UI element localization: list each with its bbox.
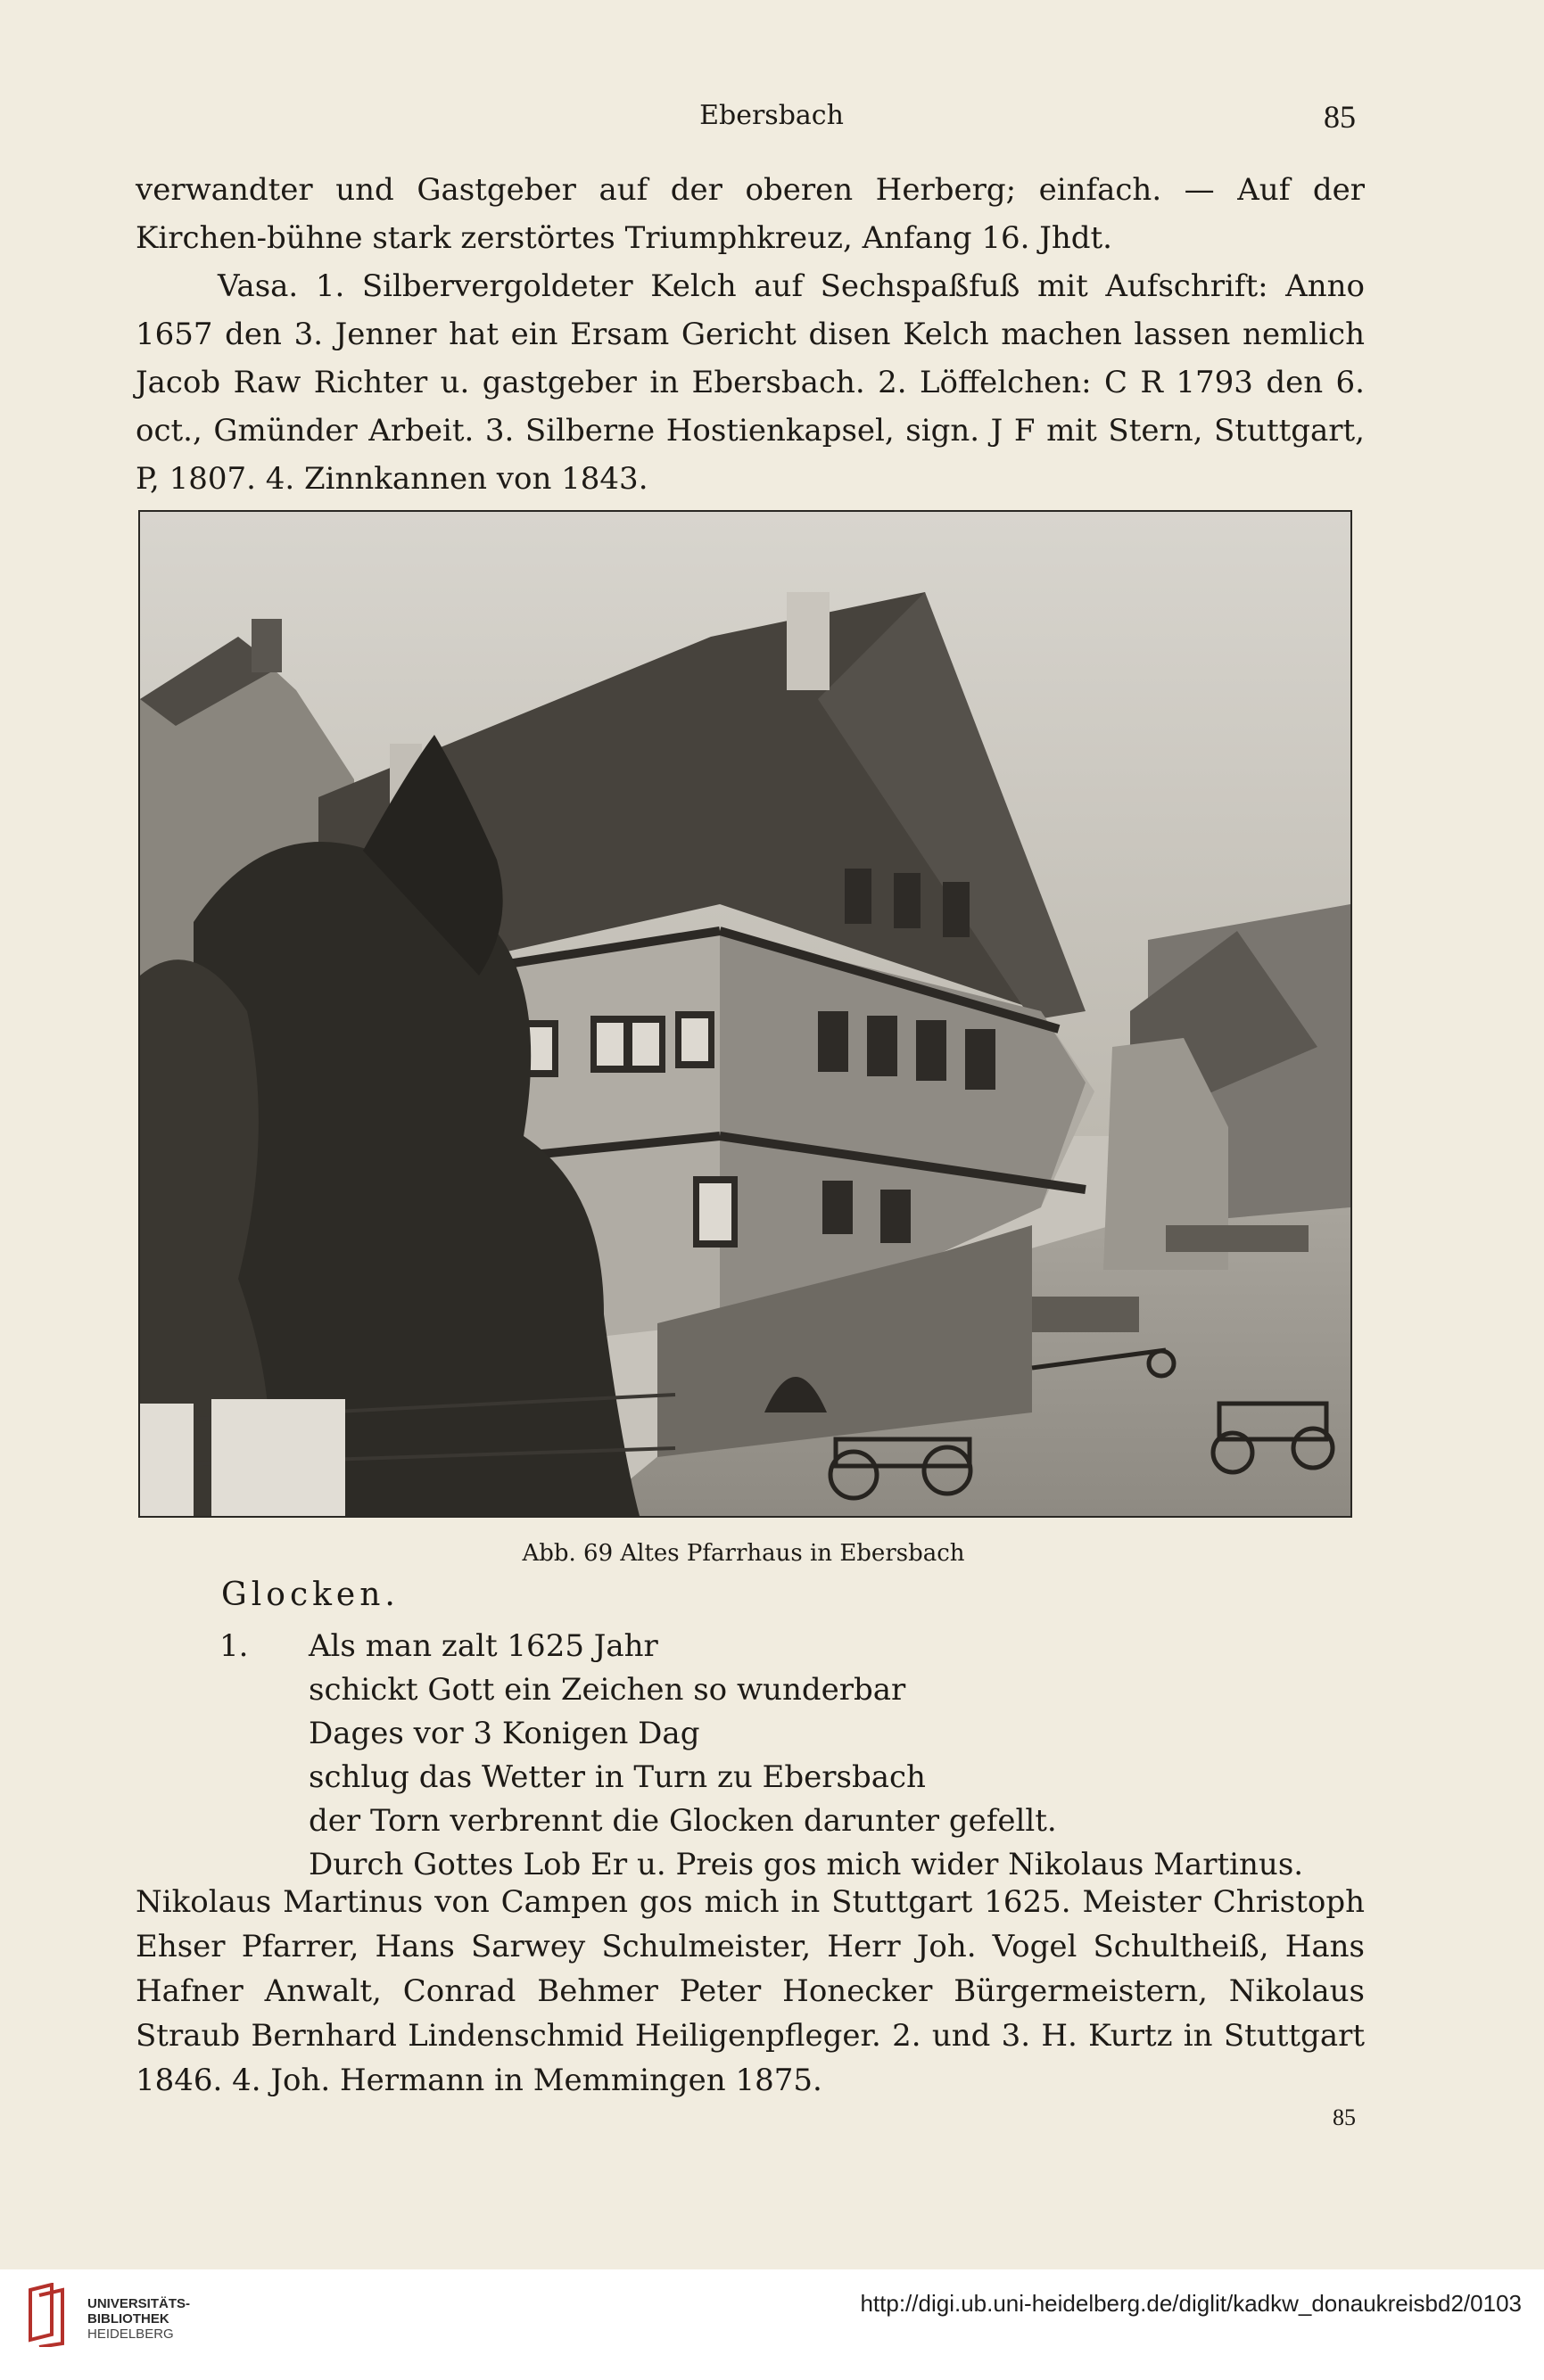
library-name-line: UNIVERSITÄTS- bbox=[87, 2296, 191, 2311]
library-name-line: BIBLIOTHEK bbox=[87, 2311, 169, 2326]
intro-text bbox=[136, 166, 1365, 503]
library-name bbox=[87, 2296, 190, 2342]
poem-line: schlug das Wetter in Turn zu Ebersbach bbox=[309, 1759, 926, 1795]
source-url-link[interactable]: http://digi.ub.uni-heidelberg.de/diglit/kadkw_donaukreisbd2/0103 bbox=[860, 2290, 1522, 2317]
poem-line-text: Als man zalt 1625 Jahr bbox=[309, 1628, 658, 1664]
poem-line: der Torn verbrennt die Glocken darunter gefellt. bbox=[309, 1803, 1057, 1839]
library-logo-icon bbox=[27, 2283, 68, 2347]
bells-paragraph bbox=[136, 1880, 1365, 2103]
paragraph-church: verwandter und Gastgeber auf der oberen Herberg; einfach. — Auf der Kirchen-bühne stark zerstörtes Triumphkreuz, Anfang 16. Jhdt. bbox=[136, 172, 1365, 256]
paragraph-vasa: Vasa. 1. Silbervergoldeter Kelch auf Sechspaßfuß mit Aufschrift: Anno 1657 den 3. Jenner hat ein Ersam Gericht disen Kelch machen lassen nemlich Jacob Raw Richter u. gastgeber in Ebersbach. 2. Löffelchen: C R 1793 den 6. oct., Gmünder Arbeit. 3. Silberne Hostienkapsel, sign. J F mit Stern, Stuttgart, P, 1807. 4. Zinnkannen von 1843. bbox=[136, 268, 1365, 497]
folio-number: 85 bbox=[1333, 2104, 1356, 2130]
figure-photo bbox=[138, 510, 1352, 1518]
running-head-title: Ebersbach bbox=[699, 100, 844, 131]
poem-line: schickt Gott ein Zeichen so wunderbar bbox=[309, 1672, 906, 1708]
bells-paragraph-text: Nikolaus Martinus von Campen gos mich in Stuttgart 1625. Meister Christoph Ehser Pfarrer, Hans Sarwey Schulmeister, Herr Joh. Vogel Schultheiß, Hans Hafner Anwalt, Conrad Behmer Peter Honecker Bürgermeistern, Nikolaus Straub Bernhard Lindenschmid Heiligenpfleger. 2. und 3. H. Kurtz in Stuttgart 1846. 4. Joh. Hermann in Memmingen 1875. bbox=[136, 1884, 1365, 2098]
verse-number: 1. bbox=[219, 1628, 249, 1664]
running-head-page-number: 85 bbox=[1324, 99, 1356, 135]
poem-line bbox=[219, 1625, 1303, 1668]
library-name-line: HEIDELBERG bbox=[87, 2326, 174, 2342]
poem-line: Durch Gottes Lob Er u. Preis gos mich wider Nikolaus Martinus. bbox=[309, 1847, 1304, 1882]
poem-line: Dages vor 3 Konigen Dag bbox=[309, 1716, 700, 1751]
footer-bar bbox=[0, 2269, 1544, 2380]
section-heading-bells: Glocken. bbox=[221, 1577, 400, 1613]
figure-caption: Abb. 69 Altes Pfarrhaus in Ebersbach bbox=[522, 1540, 965, 1567]
bell-inscription-poem bbox=[219, 1625, 1303, 1887]
